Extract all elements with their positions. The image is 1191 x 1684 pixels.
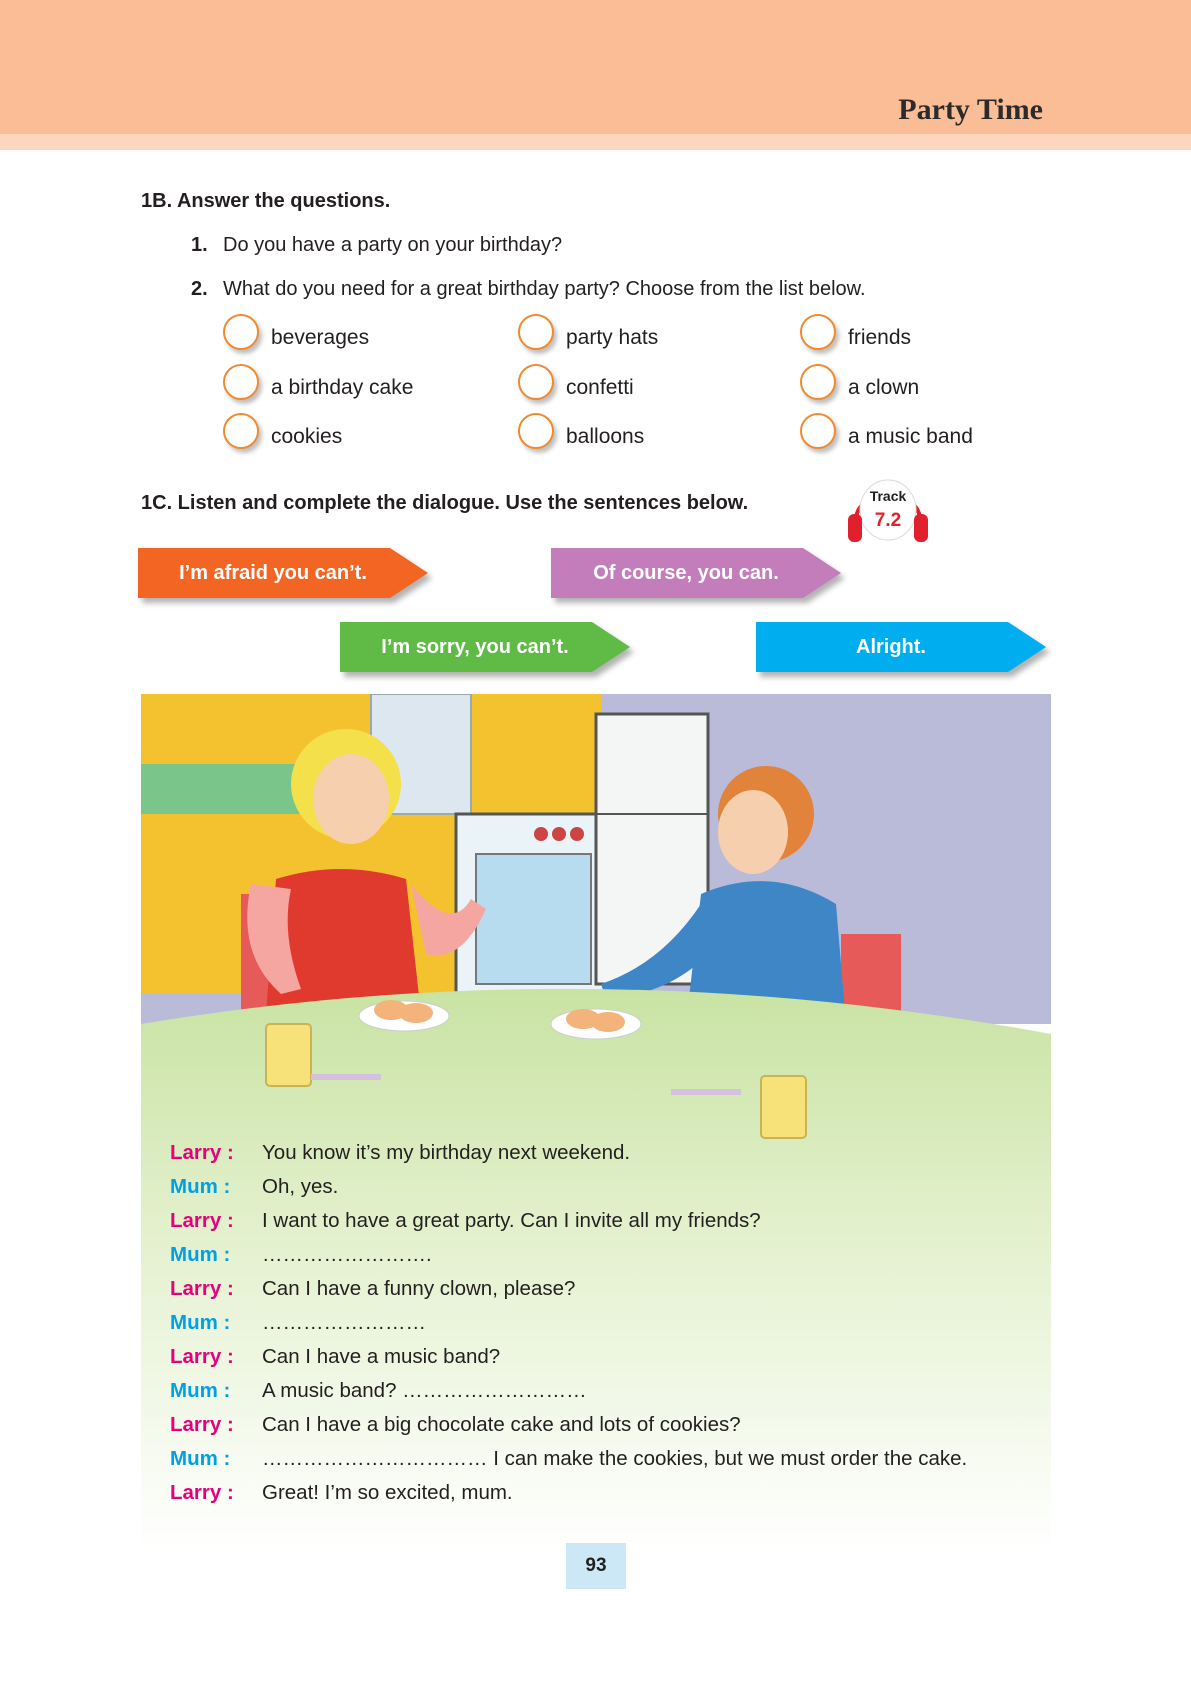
dialogue-blank[interactable]: A music band? ……………………… [262,1379,587,1402]
page-number: 93 [566,1543,626,1589]
checkbox-circle[interactable] [223,364,259,400]
dialogue-blank[interactable]: ……………………. [262,1243,432,1266]
option-label: balloons [566,425,645,448]
track-badge[interactable] [846,474,930,546]
speaker-larry: Larry : [170,1481,234,1504]
checkbox-circle[interactable] [223,314,259,350]
page-title: Party Time [898,93,1043,126]
answer-arrow-sorry[interactable] [340,622,630,672]
dialogue-text: Can I have a music band? [262,1345,501,1368]
dialogue-line [170,1206,761,1236]
dialogue-line [170,1478,513,1508]
dialogue-text: Great! I’m so excited, mum. [262,1481,513,1504]
dialogue-text: I want to have a great party. Can I invite all my friends? [262,1209,761,1232]
speaker-larry: Larry : [170,1209,234,1232]
option-label: party hats [566,326,659,349]
dialogue-line [170,1342,500,1372]
dialogue-blank[interactable]: …………………………… I can make the cookies, but we must order the cake. [262,1447,968,1470]
speaker-larry: Larry : [170,1277,234,1300]
dialogue-text: Oh, yes. [262,1175,339,1198]
dialogue-line [170,1444,967,1474]
answer-arrow-afraid[interactable] [138,548,428,598]
header-strip [0,134,1191,150]
dialogue-line [170,1376,587,1406]
speaker-mum: Mum : [170,1311,231,1334]
speaker-mum: Mum : [170,1379,231,1402]
option-label: friends [848,326,912,349]
dialogue-line [170,1172,338,1202]
track-number: 7.2 [874,510,902,531]
answer-arrow-alright[interactable] [756,622,1046,672]
question-1 [191,234,562,257]
dialogue-line [170,1308,426,1338]
speaker-larry: Larry : [170,1141,234,1164]
question-2 [191,278,866,301]
option-label: beverages [271,326,370,349]
question-text: What do you need for a great birthday party? Choose from the list below. [223,278,866,300]
option-label: a birthday cake [271,376,414,399]
checkbox-circle[interactable] [518,314,554,350]
checkbox-circle[interactable] [223,413,259,449]
section-1c-heading: 1C. Listen and complete the dialogue. Use the sentences below. [141,492,749,514]
speaker-mum: Mum : [170,1243,231,1266]
dialogue-text: You know it’s my birthday next weekend. [262,1141,631,1164]
question-text: Do you have a party on your birthday? [223,234,563,256]
track-label: Track [869,488,907,504]
dialogue-text: Can I have a big chocolate cake and lots of cookies? [262,1413,741,1436]
dialogue-blank[interactable]: …………………… [262,1311,426,1334]
question-number: 1. [191,234,208,256]
answer-label: Of course, you can. [593,562,779,584]
dialogue-line [170,1274,575,1304]
option-label: confetti [566,376,634,399]
question-number: 2. [191,278,208,300]
section-1b-heading: 1B. Answer the questions. [141,190,391,212]
dialogue-text: Can I have a funny clown, please? [262,1277,576,1300]
speaker-larry: Larry : [170,1413,234,1436]
option-label: cookies [271,425,343,448]
checkbox-circle[interactable] [518,413,554,449]
option-label: a music band [848,425,973,448]
speaker-larry: Larry : [170,1345,234,1368]
dialogue-line [170,1240,432,1270]
speaker-mum: Mum : [170,1447,231,1470]
checkbox-circle[interactable] [518,364,554,400]
dialogue-line [170,1410,741,1440]
checkbox-circle[interactable] [800,314,836,350]
checkbox-circle[interactable] [800,364,836,400]
answer-label: Alright. [856,636,926,658]
answer-arrow-of-course[interactable] [551,548,841,598]
answer-label: I’m afraid you can’t. [179,562,367,584]
option-label: a clown [848,376,920,399]
dialogue-line [170,1138,630,1168]
speaker-mum: Mum : [170,1175,231,1198]
answer-label: I’m sorry, you can’t. [381,636,569,658]
checkbox-circle[interactable] [800,413,836,449]
